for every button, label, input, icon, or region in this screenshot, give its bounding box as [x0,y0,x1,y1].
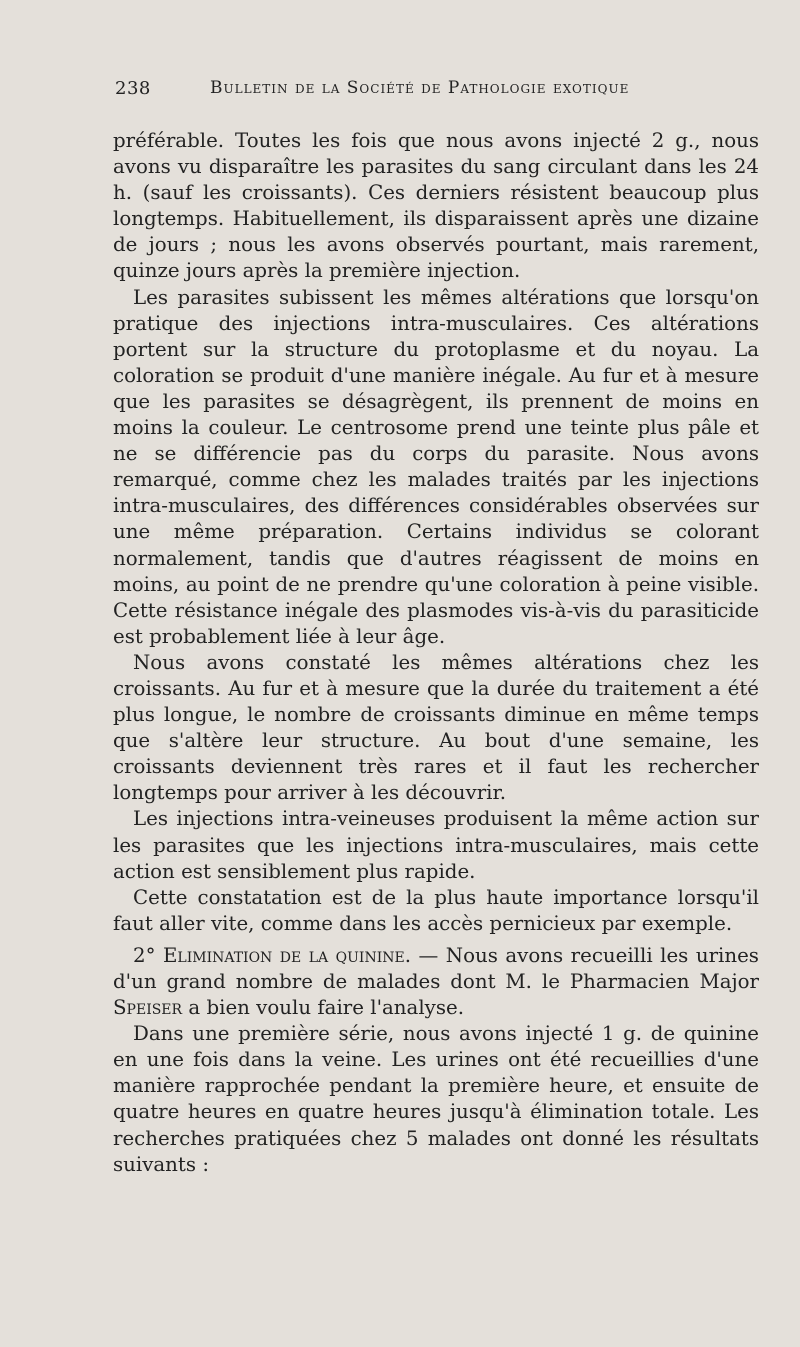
paragraph-constatation: Cette constatation est de la plus haute importance lorsqu'il faut aller vite, comme dans les accès pernicieux par exemple. [113,885,759,935]
paragraph-continued: préférable. Toutes les fois que nous avons injecté 2 g., nous avons vu disparaître les parasites du sang circulant dans les 24 h. (sauf les croissants). Ces derniers résistent beaucoup plus longtemps. Habituellement, ils disparaissent après une dizaine de jours ; nous les avons observés pourtant, mais rarement, quinze jours après la première injection. [113,129,759,283]
paragraph-intra-veineuses: Les injections intra-veineuses produisent la même action sur les parasites que les injections intra-musculaires, mais cette action est sensiblement plus rapide. [113,807,759,883]
section-text-after-name: a bien voulu faire l'analyse. [188,996,464,1020]
page-number: 238 [115,78,151,99]
section-dash: — [418,943,439,967]
section-text-before-name: Nous avons recueilli les urines d'un grand nombre de malades dont M. le Pharmacien Major [113,943,759,993]
section-title: Elimination de la quinine. [162,943,411,967]
running-title: Bulletin de la Société de Pathologie exotique [210,78,630,98]
body-text [113,128,759,1178]
pharmacist-name: Speiser [113,996,183,1020]
paragraph-premiere-serie: Dans une première série, nous avons injecté 1 g. de quinine en une fois dans la veine. Les urines ont été recueillies d'une manière rapprochée pendant la première heure, et ensuite de quatre heures en quatre heures jusqu'à élimination totale. Les recherches pratiquées chez 5 malades ont donné les résultats suivants : [113,1022,759,1176]
section-elimination [113,943,759,1021]
section-number: 2° [133,943,156,967]
paragraph-croissants: Nous avons constaté les mêmes altérations chez les croissants. Au fur et à mesure que la durée du traitement a été plus longue, le nombre de croissants diminue en même temps que s'altère leur structure. Au bout d'une semaine, les croissants deviennent très rares et il faut les rechercher longtemps pour arriver à les découvrir. [113,650,759,805]
paragraph-alterations: Les parasites subissent les mêmes altérations que lorsqu'on pratique des injections intra-musculaires. Ces altérations portent sur la structure du protoplasme et du noyau. La coloration se produit d'une manière inégale. Au fur et à mesure que les parasites se désagrègent, ils prennent de moins en moins la couleur. Le centrosome prend une teinte plus pâle et ne se différencie pas du corps du parasite. Nous avons remarqué, comme chez les malades traités par les injections intra-musculaires, des différences considérables observées sur une même préparation. Certains individus se colorant normalement, tandis que d'autres réagissent de moins en moins, au point de ne prendre qu'une coloration à peine visible. Cette résistance inégale des plasmodes vis-à-vis du parasiticide est probablement liée à leur âge. [113,285,759,648]
page-header [115,78,670,100]
